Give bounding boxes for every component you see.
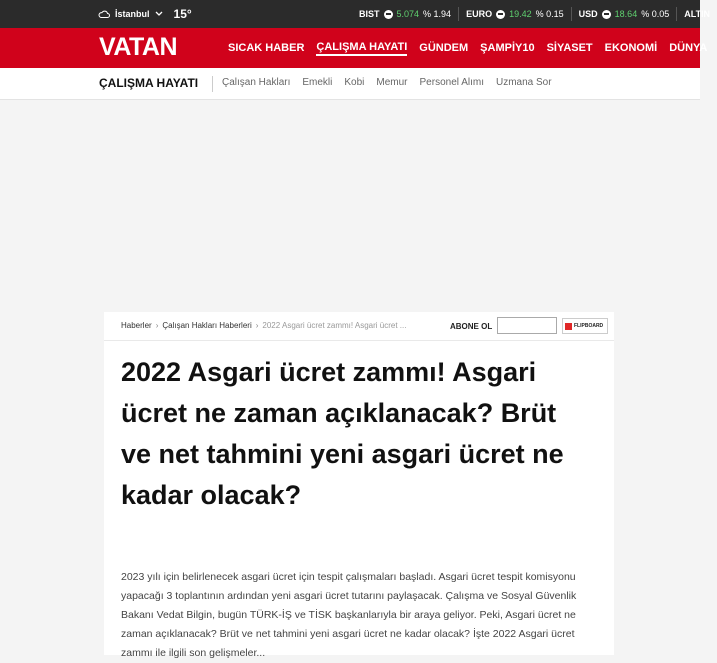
article-summary: 2023 yılı için belirlenecek asgari ücret için tespit çalışmaları başladı. Asgari ücret tespit komisyonu yapacağı 3 toplantının ardından yeni asgari ücret tutarını paylaşacak. Çalışma ve Sosyal Güvenlik Bakanı Vedat Bilgin, bugün TÜRK-İŞ ve TİSK başkanlarıyla bir araya geliyor. Peki, Asgari ücret ne zaman açıklanacak? Brüt ve net tahmini yeni asgari ücret ne kadar olacak? İşte 2022 Asgari ücret zammı ile ilgili son gelişmeler... [121,571,577,659]
section-title[interactable]: ÇALIŞMA HAYATI [99,76,199,90]
market-name: BIST [359,9,380,19]
subscribe-input[interactable] [497,317,557,334]
market-change: % 1.94 [423,9,452,19]
nav-item-siyaset[interactable]: SİYASET [546,42,593,54]
subnav-item-memur[interactable]: Memur [376,77,408,88]
market-name: EURO [466,9,493,19]
market-change: % 0.05 [641,9,670,19]
subscribe-label: ABONE OL [450,322,493,331]
city-name: İstanbul [115,9,150,19]
flipboard-button[interactable] [562,318,608,334]
chevron-down-icon[interactable] [155,9,163,19]
market-value: 18.64 [614,9,638,19]
subnav-item-emekli[interactable]: Emekli [302,77,333,88]
temperature: 15° [173,7,192,21]
minus-circle-icon [384,10,393,19]
nav-item-ekonomi[interactable]: EKONOMİ [604,42,658,54]
market-name: USD [578,9,598,19]
subnav-item-uzmana-sor[interactable]: Uzmana Sor [496,77,552,88]
cloud-icon [98,10,110,18]
site-logo[interactable]: VATAN [99,33,178,61]
breadcrumb-separator: › [155,321,159,330]
article-toolbar [104,312,614,341]
minus-circle-icon [602,10,611,19]
nav-item-gundem[interactable]: GÜNDEM [419,42,469,54]
subnav-item-kobi[interactable]: Kobi [344,77,365,88]
breadcrumb-current: 2022 Asgari ücret zammı! Asgari ücret ... [262,321,407,330]
market-ticker [352,0,717,28]
nav-item-sampiy10[interactable]: ŞAMPİY10 [480,42,535,54]
divider [212,76,213,92]
breadcrumb [121,321,406,330]
market-name: ALTIN [684,9,711,19]
breadcrumb-item[interactable]: Çalışan Hakları Haberleri [162,321,252,330]
flipboard-label: FLIPBOARD [574,323,604,329]
subnav-item-calisan-haklari[interactable]: Çalışan Hakları [222,77,291,88]
top-bar [0,0,711,28]
breadcrumb-item[interactable]: Haberler [121,321,152,330]
nav-item-dunya[interactable]: DÜNYA [669,42,708,54]
article-card [104,312,614,659]
market-change: % 0.15 [535,9,564,19]
flipboard-icon [565,323,572,330]
breadcrumb-separator: › [255,321,259,330]
market-item[interactable] [459,7,572,21]
market-item[interactable] [677,7,717,21]
nav-item-sicak-haber[interactable]: SICAK HABER [228,42,305,54]
sub-nav [0,68,700,100]
main-nav [0,28,708,68]
market-item[interactable] [352,7,459,21]
subnav-item-personel-alimi[interactable]: Personel Alımı [419,77,484,88]
market-item[interactable] [572,7,678,21]
weather-widget[interactable] [98,0,192,28]
market-value: 5.074 [396,9,420,19]
market-value: 19.42 [509,9,532,19]
article-title: 2022 Asgari ücret zammı! Asgari ücret ne zaman açıklanacak? Brüt ve net tahmini yeni asgari ücret ne kadar olacak? [121,357,564,510]
nav-item-calisma-hayati[interactable]: ÇALIŞMA HAYATI [316,41,407,56]
minus-circle-icon [496,10,505,19]
